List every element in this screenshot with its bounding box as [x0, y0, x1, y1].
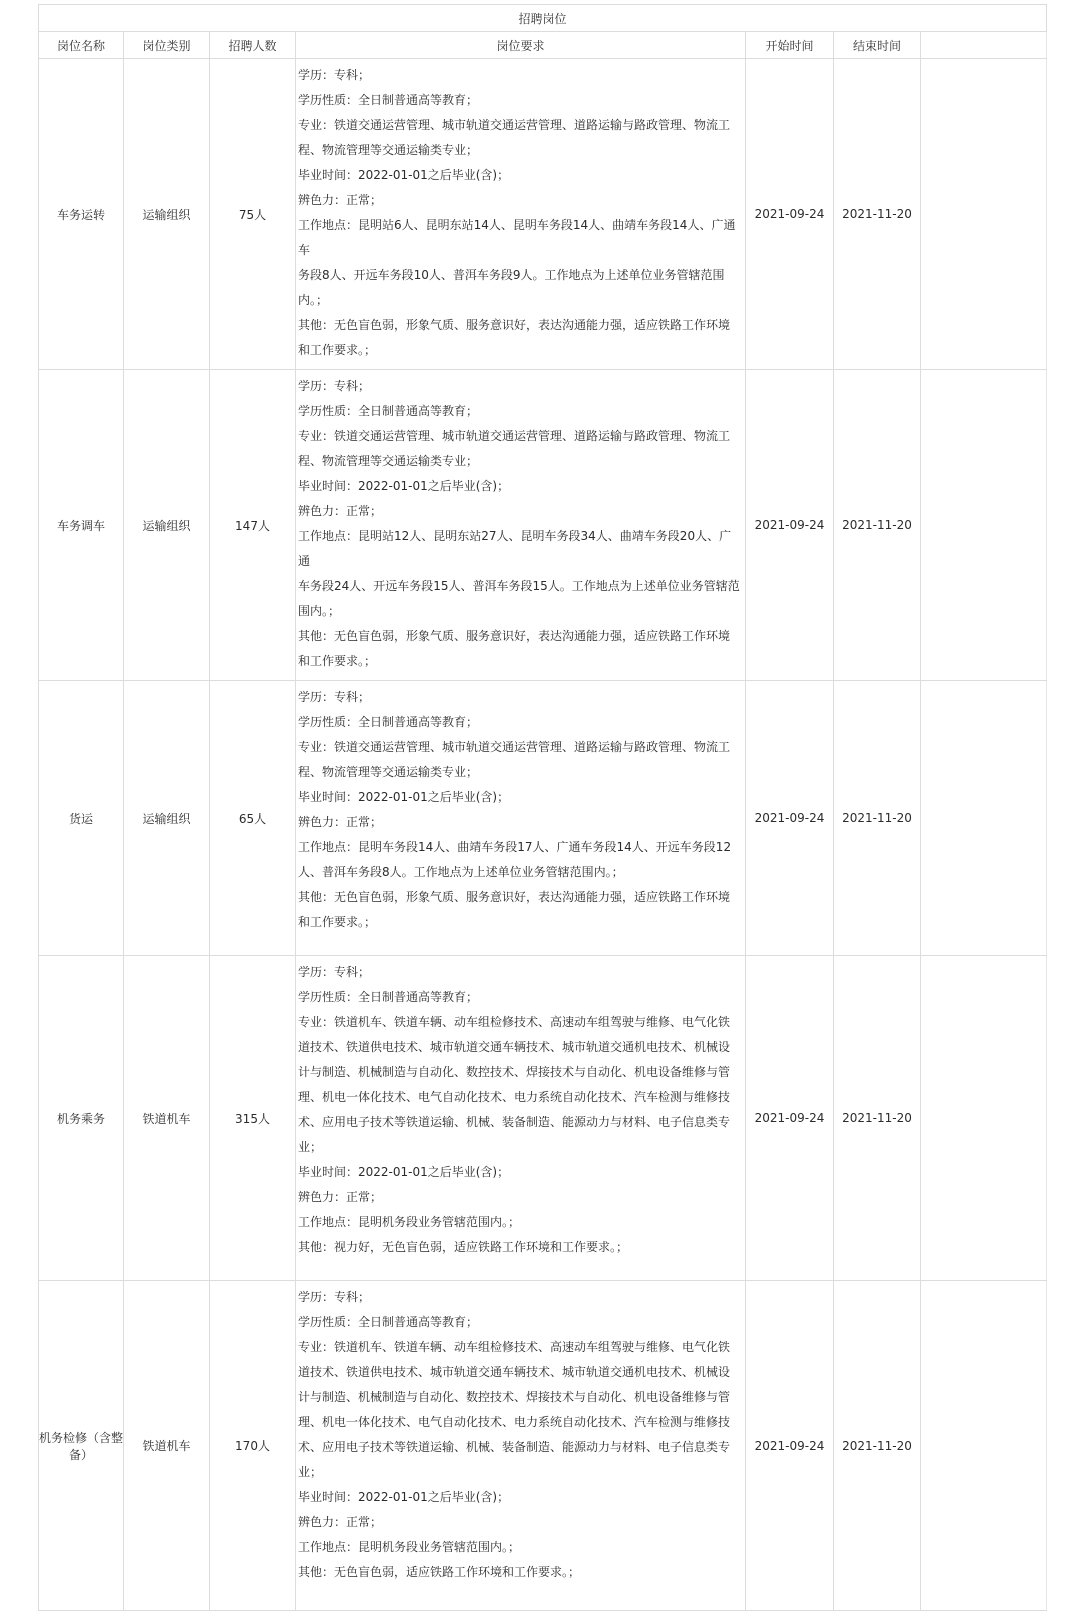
hire-count-cell: 170人 — [210, 1281, 296, 1611]
start-date-cell: 2021-09-24 — [746, 1281, 834, 1611]
requirement-line: 其他：视力好，无色盲色弱，适应铁路工作环境和工作要求。； — [298, 1240, 629, 1254]
table-row — [39, 59, 1047, 370]
requirement-line: 专业：铁道交通运营管理、城市轨道交通运营管理、道路运输与路政管理、物流工 — [298, 429, 731, 443]
requirement-line: 程、物流管理等交通运输类专业； — [298, 143, 479, 157]
hire-count-cell: 147人 — [210, 370, 296, 681]
requirement-line: 和工作要求。； — [298, 915, 377, 929]
requirement-line: 学历性质：全日制普通高等教育； — [298, 990, 479, 1004]
requirement-line: 计与制造、机械制造与自动化、数控技术、焊接技术与自动化、机电设备维修与管 — [298, 1390, 731, 1404]
start-date-cell: 2021-09-24 — [746, 956, 834, 1281]
position-category-cell: 铁道机车 — [124, 1281, 210, 1611]
requirement-line: 辨色力：正常； — [298, 504, 383, 518]
requirement-line: 和工作要求。； — [298, 654, 377, 668]
requirement-line: 工作地点：昆明车务段14人、曲靖车务段17人、广通车务段14人、开远车务段12 — [298, 840, 732, 854]
end-date-cell: 2021-11-20 — [834, 956, 921, 1281]
requirement-line: 学历：专科； — [298, 1290, 371, 1304]
empty-cell — [921, 1281, 1047, 1611]
empty-cell — [921, 370, 1047, 681]
header-position-name: 岗位名称 — [39, 32, 124, 59]
requirement-line: 理、机电一体化技术、电气自动化技术、电力系统自动化技术、汽车检测与维修技 — [298, 1090, 731, 1104]
requirements-cell — [296, 370, 746, 681]
requirements-cell — [296, 681, 746, 956]
requirement-line: 工作地点：昆明站12人、昆明东站27人、昆明车务段34人、曲靖车务段20人、广通 — [298, 529, 732, 568]
position-name-cell: 机务乘务 — [39, 956, 124, 1281]
table-row — [39, 1281, 1047, 1611]
requirement-line: 专业：铁道机车、铁道车辆、动车组检修技术、高速动车组驾驶与维修、电气化铁 — [298, 1015, 731, 1029]
requirement-line: 工作地点：昆明站6人、昆明东站14人、昆明车务段14人、曲靖车务段14人、广通车 — [298, 218, 736, 257]
requirement-line: 毕业时间：2022-01-01之后毕业(含)； — [298, 1165, 510, 1179]
table-row — [39, 681, 1047, 956]
requirement-line: 人、普洱车务段8人。工作地点为上述单位业务管辖范围内。； — [298, 865, 624, 879]
requirement-line: 毕业时间：2022-01-01之后毕业(含)； — [298, 479, 510, 493]
requirement-line: 学历：专科； — [298, 379, 371, 393]
position-category-cell: 铁道机车 — [124, 956, 210, 1281]
position-category-cell: 运输组织 — [124, 681, 210, 956]
position-name-cell: 机务检修（含整备） — [39, 1281, 124, 1611]
end-date-cell: 2021-11-20 — [834, 59, 921, 370]
requirement-line: 其他：无色盲色弱，形象气质、服务意识好，表达沟通能力强，适应铁路工作环境 — [298, 629, 731, 643]
requirement-line: 业； — [298, 1140, 323, 1154]
requirement-line: 道技术、铁道供电技术、城市轨道交通车辆技术、城市轨道交通机电技术、机械设 — [298, 1365, 731, 1379]
requirement-line: 辨色力：正常； — [298, 193, 383, 207]
requirement-line: 内。； — [298, 293, 329, 307]
requirement-line: 程、物流管理等交通运输类专业； — [298, 765, 479, 779]
start-date-cell: 2021-09-24 — [746, 59, 834, 370]
header-requirements: 岗位要求 — [296, 32, 746, 59]
start-date-cell: 2021-09-24 — [746, 370, 834, 681]
requirement-line: 专业：铁道交通运营管理、城市轨道交通运营管理、道路运输与路政管理、物流工 — [298, 740, 731, 754]
position-name-cell: 车务运转 — [39, 59, 124, 370]
requirement-line: 其他：无色盲色弱，形象气质、服务意识好，表达沟通能力强，适应铁路工作环境 — [298, 890, 731, 904]
requirement-line: 术、应用电子技术等铁道运输、机械、装备制造、能源动力与材料、电子信息类专 — [298, 1440, 731, 1454]
requirement-line: 其他：无色盲色弱，形象气质、服务意识好，表达沟通能力强，适应铁路工作环境 — [298, 318, 731, 332]
header-start-date: 开始时间 — [746, 32, 834, 59]
header-row — [39, 32, 1047, 59]
requirement-line: 学历：专科； — [298, 690, 371, 704]
empty-cell — [921, 59, 1047, 370]
requirement-line: 围内。； — [298, 604, 341, 618]
requirement-line: 工作地点：昆明机务段业务管辖范围内。； — [298, 1540, 521, 1554]
header-empty — [921, 32, 1047, 59]
requirements-cell — [296, 1281, 746, 1611]
requirement-line: 学历：专科； — [298, 68, 371, 82]
requirement-line: 其他：无色盲色弱，适应铁路工作环境和工作要求。； — [298, 1565, 581, 1579]
requirement-line: 计与制造、机械制造与自动化、数控技术、焊接技术与自动化、机电设备维修与管 — [298, 1065, 731, 1079]
header-hire-count: 招聘人数 — [210, 32, 296, 59]
requirement-line: 学历性质：全日制普通高等教育； — [298, 1315, 479, 1329]
requirement-line: 学历性质：全日制普通高等教育； — [298, 715, 479, 729]
requirement-line: 辨色力：正常； — [298, 1515, 383, 1529]
requirement-line: 学历性质：全日制普通高等教育； — [298, 404, 479, 418]
requirement-line: 业； — [298, 1465, 323, 1479]
requirement-line: 学历：专科； — [298, 965, 371, 979]
requirement-line: 道技术、铁道供电技术、城市轨道交通车辆技术、城市轨道交通机电技术、机械设 — [298, 1040, 731, 1054]
hire-count-cell: 315人 — [210, 956, 296, 1281]
empty-cell — [921, 681, 1047, 956]
header-end-date: 结束时间 — [834, 32, 921, 59]
empty-cell — [921, 956, 1047, 1281]
end-date-cell: 2021-11-20 — [834, 1281, 921, 1611]
requirement-line: 毕业时间：2022-01-01之后毕业(含)； — [298, 1490, 510, 1504]
requirement-line: 专业：铁道机车、铁道车辆、动车组检修技术、高速动车组驾驶与维修、电气化铁 — [298, 1340, 731, 1354]
position-name-cell: 货运 — [39, 681, 124, 956]
requirement-line: 程、物流管理等交通运输类专业； — [298, 454, 479, 468]
requirement-line: 学历性质：全日制普通高等教育； — [298, 93, 479, 107]
requirements-cell — [296, 59, 746, 370]
table-row — [39, 370, 1047, 681]
requirement-line: 车务段24人、开远车务段15人、普洱车务段15人。工作地点为上述单位业务管辖范 — [298, 579, 740, 593]
start-date-cell: 2021-09-24 — [746, 681, 834, 956]
table-row — [39, 956, 1047, 1281]
position-category-cell: 运输组织 — [124, 370, 210, 681]
requirement-line: 术、应用电子技术等铁道运输、机械、装备制造、能源动力与材料、电子信息类专 — [298, 1115, 731, 1129]
end-date-cell: 2021-11-20 — [834, 681, 921, 956]
end-date-cell: 2021-11-20 — [834, 370, 921, 681]
recruitment-table-container — [38, 4, 1046, 1611]
hire-count-cell: 65人 — [210, 681, 296, 956]
requirement-line: 专业：铁道交通运营管理、城市轨道交通运营管理、道路运输与路政管理、物流工 — [298, 118, 731, 132]
table-caption: 招聘岗位 — [39, 5, 1047, 32]
requirement-line: 务段8人、开远车务段10人、普洱车务段9人。工作地点为上述单位业务管辖范围 — [298, 268, 725, 282]
requirement-line: 工作地点：昆明机务段业务管辖范围内。； — [298, 1215, 521, 1229]
requirements-cell — [296, 956, 746, 1281]
header-position-category: 岗位类别 — [124, 32, 210, 59]
recruitment-table — [38, 4, 1047, 1611]
requirement-line: 毕业时间：2022-01-01之后毕业(含)； — [298, 168, 510, 182]
hire-count-cell: 75人 — [210, 59, 296, 370]
position-name-cell: 车务调车 — [39, 370, 124, 681]
requirement-line: 和工作要求。； — [298, 343, 377, 357]
requirement-line: 毕业时间：2022-01-01之后毕业(含)； — [298, 790, 510, 804]
requirement-line: 辨色力：正常； — [298, 1190, 383, 1204]
requirement-line: 辨色力：正常； — [298, 815, 383, 829]
position-category-cell: 运输组织 — [124, 59, 210, 370]
requirement-line: 理、机电一体化技术、电气自动化技术、电力系统自动化技术、汽车检测与维修技 — [298, 1415, 731, 1429]
